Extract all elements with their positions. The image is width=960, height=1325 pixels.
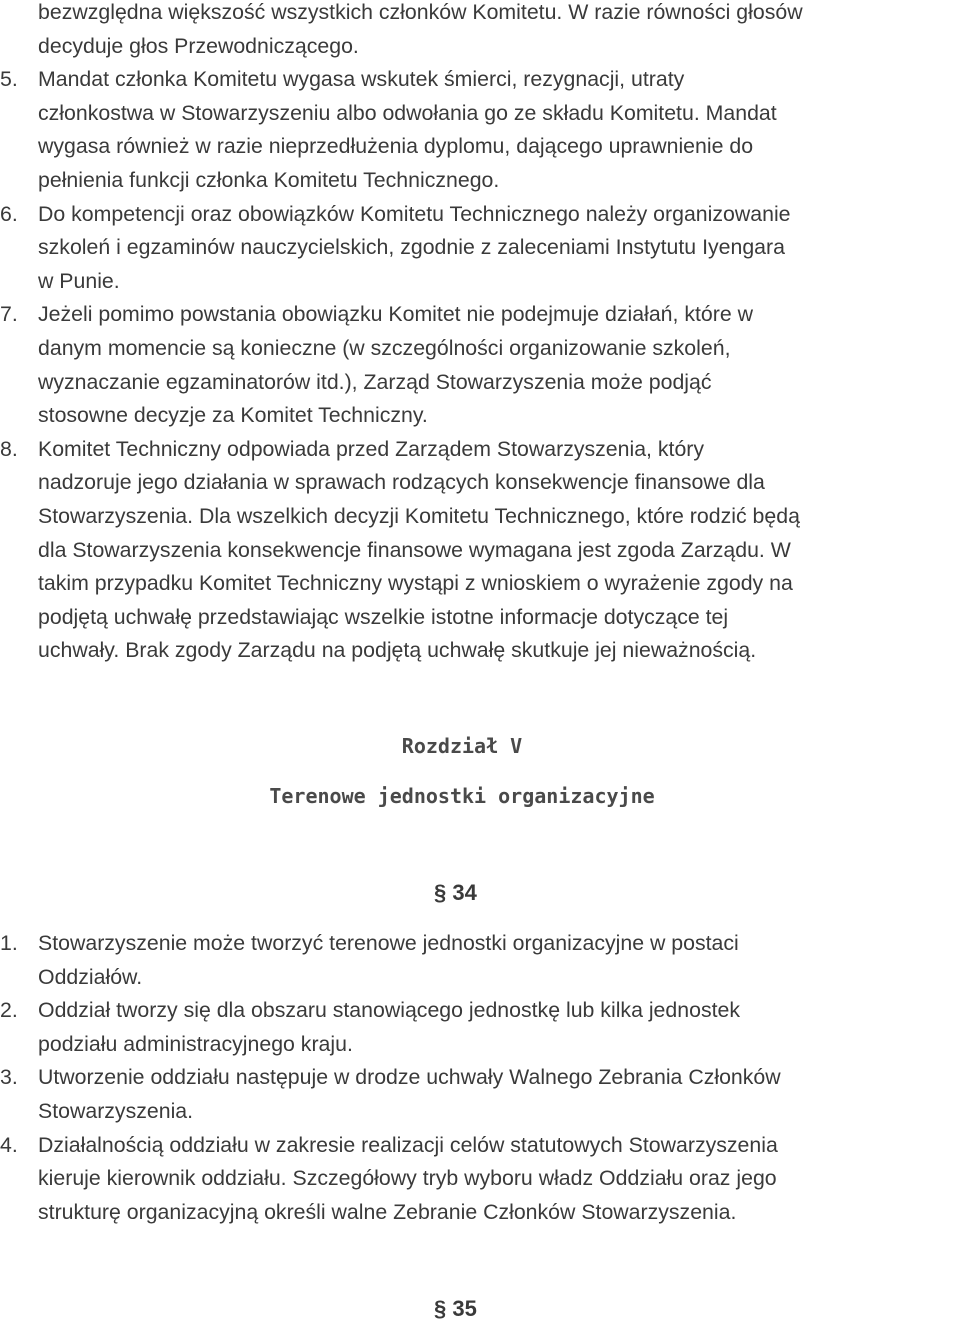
text-line bbox=[0, 567, 960, 601]
section-mark-35: § 35 bbox=[434, 1296, 477, 1321]
line-text: uchwały. Brak zgody Zarządu na podjętą uchwałę skutkuje jej nieważnością. bbox=[38, 638, 757, 663]
item-number: 2. bbox=[0, 998, 18, 1023]
line-text: takim przypadku Komitet Techniczny wystąpi z wnioskiem o wyrażenie zgody na bbox=[38, 571, 793, 596]
chapter-title: Rozdział V bbox=[401, 734, 523, 758]
line-text: w Punie. bbox=[38, 268, 120, 293]
text-line bbox=[0, 601, 960, 635]
text-line bbox=[0, 97, 960, 131]
text-line bbox=[0, 1129, 960, 1163]
text-line bbox=[0, 30, 960, 64]
text-line bbox=[0, 164, 960, 198]
section-mark-34: § 34 bbox=[434, 880, 477, 905]
line-text: wygasa również w razie nieprzedłużenia dyplomu, dającego uprawnienie do bbox=[38, 134, 754, 159]
line-text: stosowne decyzje za Komitet Techniczny. bbox=[38, 403, 428, 428]
text-line bbox=[0, 1196, 960, 1230]
line-text: danym momencie są konieczne (w szczególności organizowanie szkoleń, bbox=[38, 335, 731, 360]
line-text: Oddziałów. bbox=[38, 964, 143, 989]
item-number: 5. bbox=[0, 67, 18, 92]
line-text: decyduje głos Przewodniczącego. bbox=[38, 33, 359, 58]
text-line bbox=[0, 366, 960, 400]
line-text: Stowarzyszenie może tworzyć terenowe jednostki organizacyjne w postaci bbox=[38, 931, 739, 955]
item-number: 4. bbox=[0, 1132, 18, 1157]
text-line bbox=[0, 198, 960, 232]
text-line bbox=[0, 994, 960, 1028]
line-text: podjętą uchwałę przedstawiając wszelkie istotne informacje dotyczące tej bbox=[38, 604, 729, 629]
text-line bbox=[0, 634, 960, 668]
line-text: podziału administracyjnego kraju. bbox=[38, 1031, 353, 1056]
line-text: bezwzględna większość wszystkich członków Komitetu. W razie równości głosów bbox=[38, 0, 803, 24]
text-line bbox=[0, 399, 960, 433]
item-number: 3. bbox=[0, 1065, 18, 1090]
text-line bbox=[0, 1028, 960, 1062]
line-text: szkoleń i egzaminów nauczycielskich, zgodnie z zaleceniami Instytutu Iyengara bbox=[38, 235, 785, 260]
line-text: wyznaczanie egzaminatorów itd.), Zarząd Stowarzyszenia może podjąć bbox=[38, 369, 712, 394]
text-line bbox=[0, 1162, 960, 1196]
line-text: dla Stowarzyszenia konsekwencje finansowe wymagana jest zgoda Zarządu. W bbox=[38, 537, 791, 562]
text-line bbox=[0, 265, 960, 299]
text-line bbox=[0, 130, 960, 164]
item-number: 8. bbox=[0, 436, 18, 461]
line-text: Stowarzyszenia. bbox=[38, 1098, 194, 1123]
text-line bbox=[0, 927, 960, 961]
text-line bbox=[0, 961, 960, 995]
line-text: Jeżeli pomimo powstania obowiązku Komitet nie podejmuje działań, które w bbox=[38, 302, 753, 327]
text-line bbox=[0, 298, 960, 332]
line-text: Komitet Techniczny odpowiada przed Zarządem Stowarzyszenia, który bbox=[38, 436, 705, 461]
line-text: Mandat członka Komitetu wygasa wskutek śmierci, rezygnacji, utraty bbox=[38, 67, 685, 92]
chapter-subtitle: Terenowe jednostki organizacyjne bbox=[269, 784, 655, 808]
text-line bbox=[0, 1061, 960, 1095]
section-34-paragraph-block bbox=[0, 927, 960, 1229]
line-text: nadzoruje jego działania w sprawach rodzących konsekwencje finansowe dla bbox=[38, 470, 765, 495]
text-line bbox=[0, 500, 960, 534]
text-line bbox=[0, 466, 960, 500]
text-line bbox=[0, 433, 960, 467]
item-number: 6. bbox=[0, 201, 18, 226]
line-text: Stowarzyszenia. Dla wszelkich decyzji Komitetu Technicznego, które rodzić będą bbox=[38, 503, 800, 528]
text-line bbox=[0, 0, 960, 30]
text-line bbox=[0, 231, 960, 265]
item-number: 7. bbox=[0, 302, 18, 327]
line-text: Oddział tworzy się dla obszaru stanowiącego jednostkę lub kilka jednostek bbox=[38, 998, 740, 1023]
text-line bbox=[0, 63, 960, 97]
line-text: kieruje kierownik oddziału. Szczegółowy tryb wyboru władz Oddziału oraz jego bbox=[38, 1166, 777, 1191]
line-text: pełnienia funkcji członka Komitetu Technicznego. bbox=[38, 167, 500, 192]
text-line bbox=[0, 534, 960, 568]
text-line bbox=[0, 1095, 960, 1129]
line-text: Utworzenie oddziału następuje w drodze uchwały Walnego Zebrania Członków bbox=[38, 1065, 781, 1090]
line-text: strukturę organizacyjną określi walne Zebranie Członków Stowarzyszenia. bbox=[38, 1199, 737, 1224]
line-text: Do kompetencji oraz obowiązków Komitetu Technicznego należy organizowanie bbox=[38, 201, 791, 226]
text-line bbox=[0, 332, 960, 366]
item-number: 1. bbox=[0, 931, 18, 955]
line-text: członkostwa w Stowarzyszeniu albo odwołania go ze składu Komitetu. Mandat bbox=[38, 100, 777, 125]
line-text: Działalnością oddziału w zakresie realizacji celów statutowych Stowarzyszenia bbox=[38, 1132, 778, 1157]
